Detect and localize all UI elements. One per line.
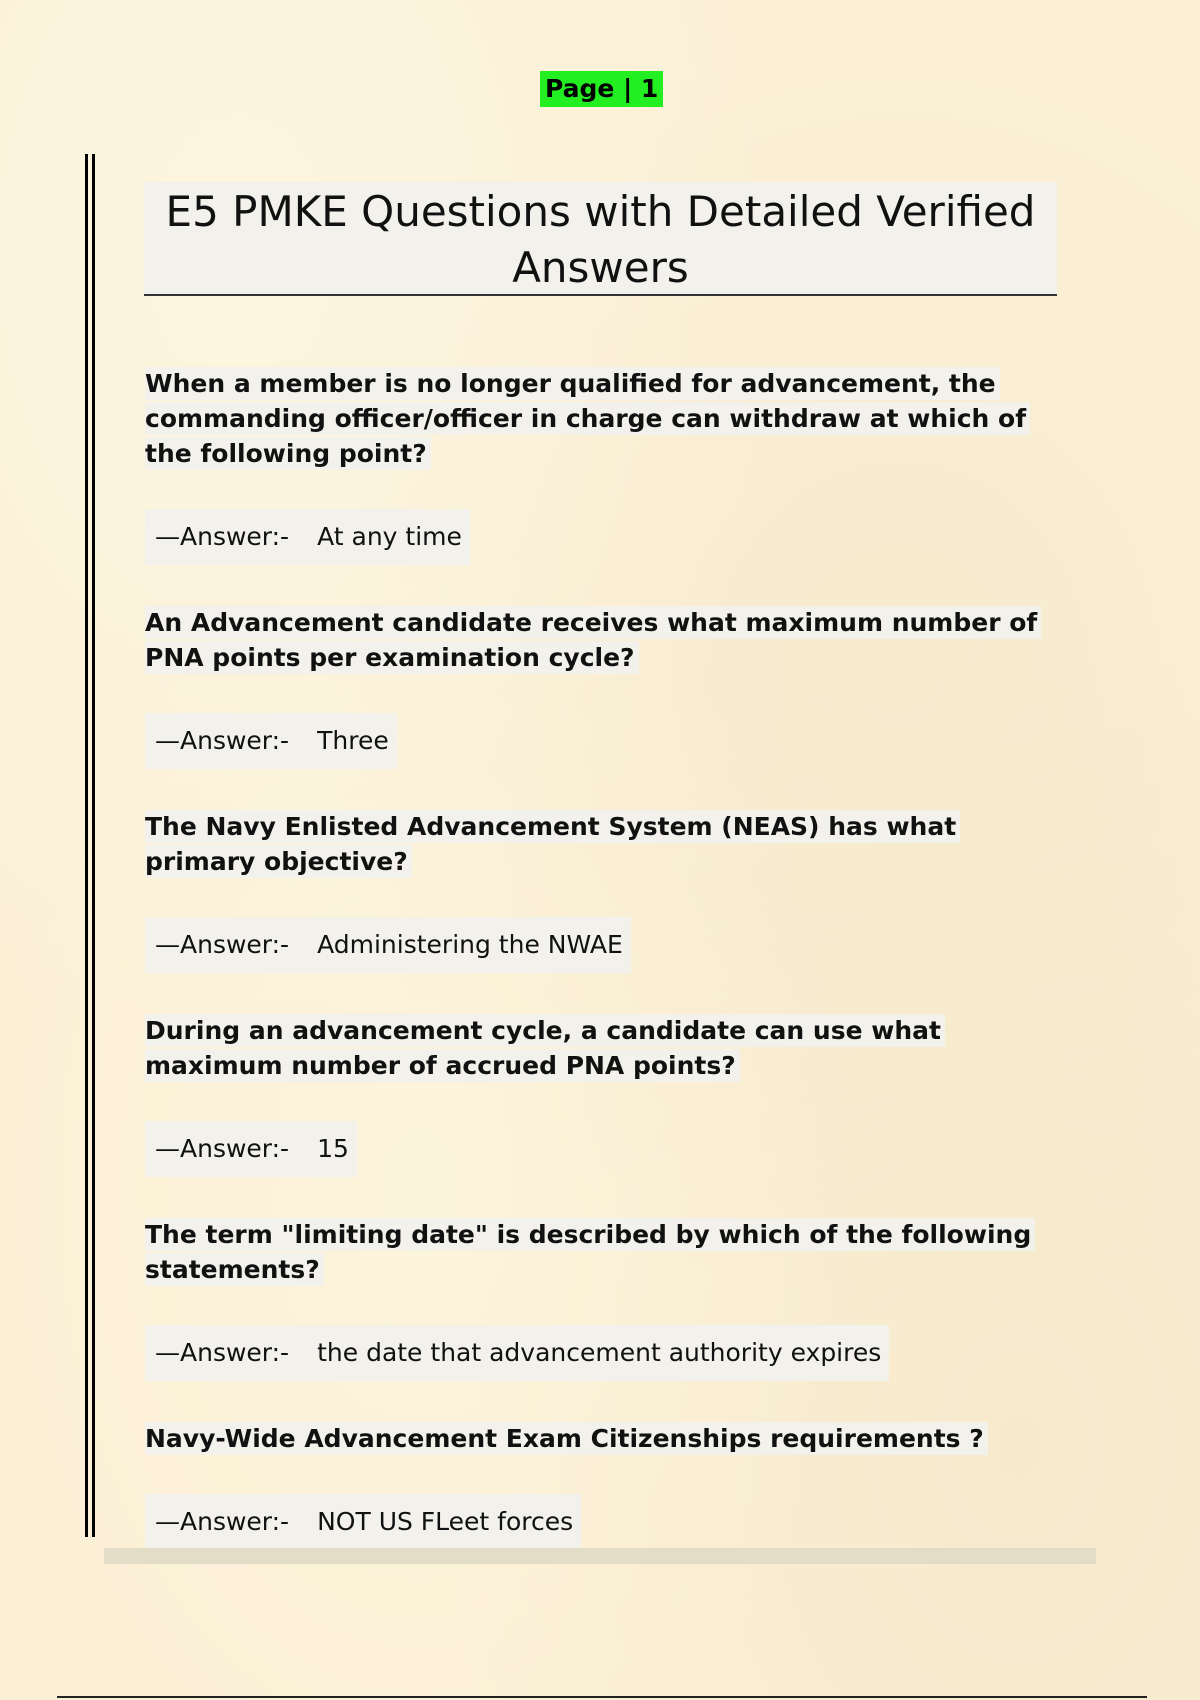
qa-item [145, 1013, 1065, 1177]
page-number-label: Page | 1 [540, 71, 663, 107]
qa-item [145, 605, 1065, 769]
answer-prefix: —Answer:- [155, 522, 290, 551]
qa-item [145, 1421, 1065, 1550]
answer-text: 15 [317, 1134, 349, 1163]
document-title: E5 PMKE Questions with Detailed Verified Answers [144, 182, 1057, 296]
question-text: The term "limiting date" is described by which of the following statements? [145, 1217, 1065, 1287]
question-text: Navy-Wide Advancement Exam Citizenships requirements ? [145, 1421, 1065, 1456]
answer-box [145, 917, 631, 973]
answer-prefix: —Answer:- [155, 1134, 290, 1163]
qa-item [145, 366, 1065, 565]
answer-text: the date that advancement authority expires [317, 1338, 882, 1367]
answer-text: NOT US FLeet forces [317, 1507, 574, 1536]
qa-item [145, 809, 1065, 973]
answer-prefix: —Answer:- [155, 726, 290, 755]
answer-prefix: —Answer:- [155, 930, 290, 959]
answer-text: At any time [317, 522, 462, 551]
answer-text: Three [317, 726, 389, 755]
answer-text: Administering the NWAE [317, 930, 623, 959]
answer-box [145, 1494, 581, 1550]
question-text: When a member is no longer qualified for advancement, the commanding officer/officer in charge can withdraw at which of the following point? [145, 366, 1065, 471]
left-margin-rule [85, 154, 95, 1537]
qa-list [145, 366, 1065, 1550]
question-text: The Navy Enlisted Advancement System (NEAS) has what primary objective? [145, 809, 1065, 879]
question-text: During an advancement cycle, a candidate can use what maximum number of accrued PNA points? [145, 1013, 1065, 1083]
footer-shadow-bar [104, 1548, 1096, 1564]
answer-box [145, 1325, 889, 1381]
answer-box [145, 1121, 357, 1177]
answer-box [145, 509, 470, 565]
answer-prefix: —Answer:- [155, 1338, 290, 1367]
answer-box [145, 713, 397, 769]
qa-item [145, 1217, 1065, 1381]
question-text: An Advancement candidate receives what maximum number of PNA points per examination cycle? [145, 605, 1065, 675]
answer-prefix: —Answer:- [155, 1507, 290, 1536]
bottom-rule [57, 1696, 1147, 1698]
